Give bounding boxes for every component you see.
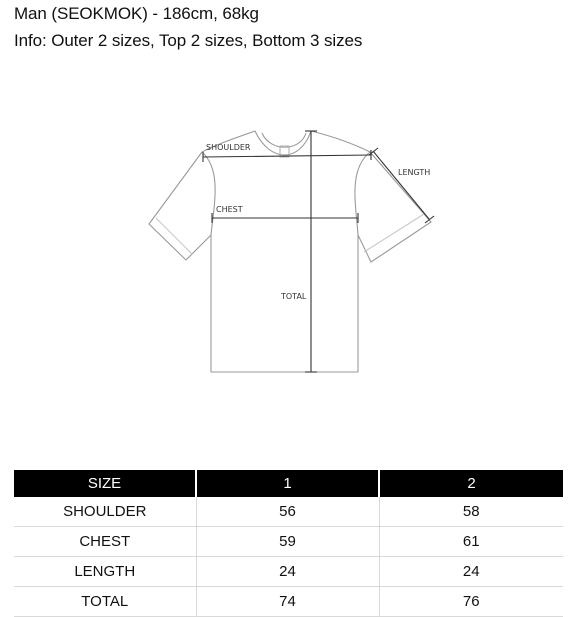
left-sleeve-seam	[202, 152, 215, 235]
table-row	[14, 527, 563, 557]
header-size-1: 1	[196, 470, 379, 497]
cell-value: 24	[379, 557, 563, 587]
row-label: LENGTH	[14, 557, 196, 587]
shirt-body-outline	[149, 131, 431, 372]
header-size-2: 2	[379, 470, 563, 497]
cell-value: 61	[379, 527, 563, 557]
total-label: TOTAL	[281, 292, 307, 301]
model-info: Man (SEOKMOK) - 186cm, 68kg	[14, 4, 259, 23]
size-table	[14, 470, 563, 617]
chest-label: CHEST	[216, 205, 243, 214]
cell-value: 24	[196, 557, 379, 587]
table-row	[14, 557, 563, 587]
cell-value: 74	[196, 587, 379, 617]
table-row	[14, 587, 563, 617]
cell-value: 56	[196, 497, 379, 527]
length-measure-line	[373, 151, 429, 219]
header-size: SIZE	[14, 470, 196, 497]
row-label: CHEST	[14, 527, 196, 557]
right-sleeve-seam	[355, 152, 370, 235]
collar-inner	[262, 133, 306, 147]
size-info: Info: Outer 2 sizes, Top 2 sizes, Bottom 3 sizes	[14, 31, 363, 50]
cell-value: 58	[379, 497, 563, 527]
length-label: LENGTH	[398, 168, 431, 177]
shoulder-label: SHOULDER	[206, 143, 251, 152]
table-row	[14, 497, 563, 527]
size-table-header	[14, 470, 563, 497]
cell-value: 59	[196, 527, 379, 557]
cell-value: 76	[379, 587, 563, 617]
row-label: SHOULDER	[14, 497, 196, 527]
row-label: TOTAL	[14, 587, 196, 617]
